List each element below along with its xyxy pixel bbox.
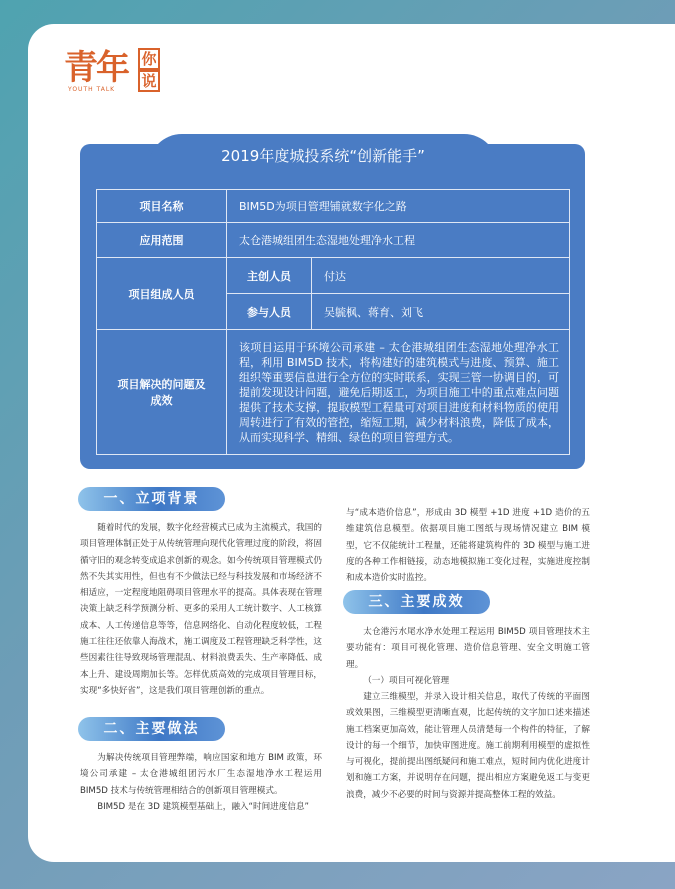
section-heading-approach: 二、主要做法 — [78, 717, 225, 741]
logo-english-text: YOUTH TALK — [68, 86, 116, 93]
effect-head: 项目解决的问题及成效 — [97, 330, 227, 454]
scope-head: 应用范围 — [97, 223, 227, 258]
approach-paragraph-1: 为解决传统项目管理弊端，响应国家和地方 BIM 政策，环境公司承建 – 太仓港城组团污水厂生态湿地净水工程运用 BIM5D 技术与传统管理相结合的创新项目管理模式。 — [80, 753, 322, 796]
participant-value: 吴毓枫、蒋育、刘飞 — [312, 294, 569, 330]
page-sheet — [28, 24, 675, 862]
results-paragraph: 太仓港污水尾水净水处理工程运用 BIM5D 项目管理技术主要功能有：项目可视化管理、造价信息管理、安全文明施工管理。 — [346, 627, 590, 670]
effect-value: 该项目运用于环境公司承建 – 太仓港城组团生态湿地处理净水工程，利用 BIM5D 技术，将构建好的建筑模式与进度、预算、施工组织等重要信息进行全方位的实时联系，实现三管一协调目的，可提前发现设计问题，避免后期返工，为项目施工中的重点难点问题提供了技术支撑，提取模型工程量可对项目进度和材料物质的使用周转进行了有效的管控，缩短工期，减少材料浪费，降低了成本，从而实现科学、精细、绿色的项目管理方式。 — [239, 340, 559, 444]
background-paragraph: 随着时代的发展，数字化经营模式已成为主流模式，我国的项目管理体制正处于从传统管理向现代化管理过度的阶段，将固循守旧的观念转变成追求创新的观念。如今传统项目管理模式仍然不失其实用性，但也有不少做法已经与科技发展和市场经济不相适应，一定程度地阻碍项目管理水平的提高。具体表现在管理决策上缺乏科学预测分析、更多的采用人工统计数字、人工核算成本、人工传递信息等等，信息网络化、自动化程度较低，工程施工往往还依靠人海战术，施工调度及工程管理缺乏科学性，这些因素往往导致现场管理混乱、材料浪费丢失、生产率降低、成本上升、建设周期加长等。怎样优质高效的完成项目管理目标，实现“多快好省”，这是我们项目管理创新的重点。 — [80, 523, 322, 696]
logo-side-text-1: 你 — [138, 48, 160, 70]
creator-value: 付达 — [312, 258, 569, 294]
award-banner: 2019年度城投系统“创新能手” — [148, 134, 498, 168]
approach-paragraph-2: BIM5D 是在 3D 建筑模型基础上，融入“时间进度信息” — [97, 802, 309, 812]
project-name-head: 项目名称 — [97, 190, 227, 223]
creator-head: 主创人员 — [227, 258, 312, 294]
members-head: 项目组成人员 — [97, 258, 227, 330]
project-name-value: BIM5D为项目管理铺就数字化之路 — [227, 190, 569, 223]
scope-value: 太仓港城组团生态湿地处理净水工程 — [227, 223, 569, 258]
project-table — [96, 189, 570, 455]
section-heading-results: 三、主要成效 — [343, 590, 490, 614]
youth-talk-logo — [64, 48, 168, 94]
results-subheading: （一）项目可视化管理 — [363, 676, 450, 686]
visualization-paragraph: 建立三维模型，并录入设计相关信息，取代了传统的平面图或效果图，三维模型更清晰直观，比起传统的文字加口述来描述施工档案更加高效，能让管理人员清楚每一个构件的特征，了解设计的每一个细节，加快审图进度。施工前期利用模型的虚拟性与可视化，提前提出图纸疑问和施工难点，短时间内优化进度计划和施工方案，并说明存在问题，提出相应方案避免返工与变更浪费，减少不必要的时间与资源并提高整体工程的效益。 — [346, 692, 590, 800]
participant-head: 参与人员 — [227, 294, 312, 330]
logo-side-text-2: 说 — [138, 70, 160, 92]
project-card — [80, 144, 585, 469]
approach-continued-paragraph: 与“成本造价信息”，形成由 3D 模型 +1D 进度 +1D 造价的五维建筑信息模型。依据项目施工图纸与现场情况建立 BIM 模型，它不仅能统计工程量，还能将建筑构件的 3D 模型与施工进度的各种工作相链接，动态地模拟施工变化过程，实施进度控制和成本造价实时监控。 — [346, 508, 590, 584]
section-heading-background: 一、立项背景 — [78, 487, 225, 511]
logo-main-text: 青年 — [64, 48, 128, 88]
